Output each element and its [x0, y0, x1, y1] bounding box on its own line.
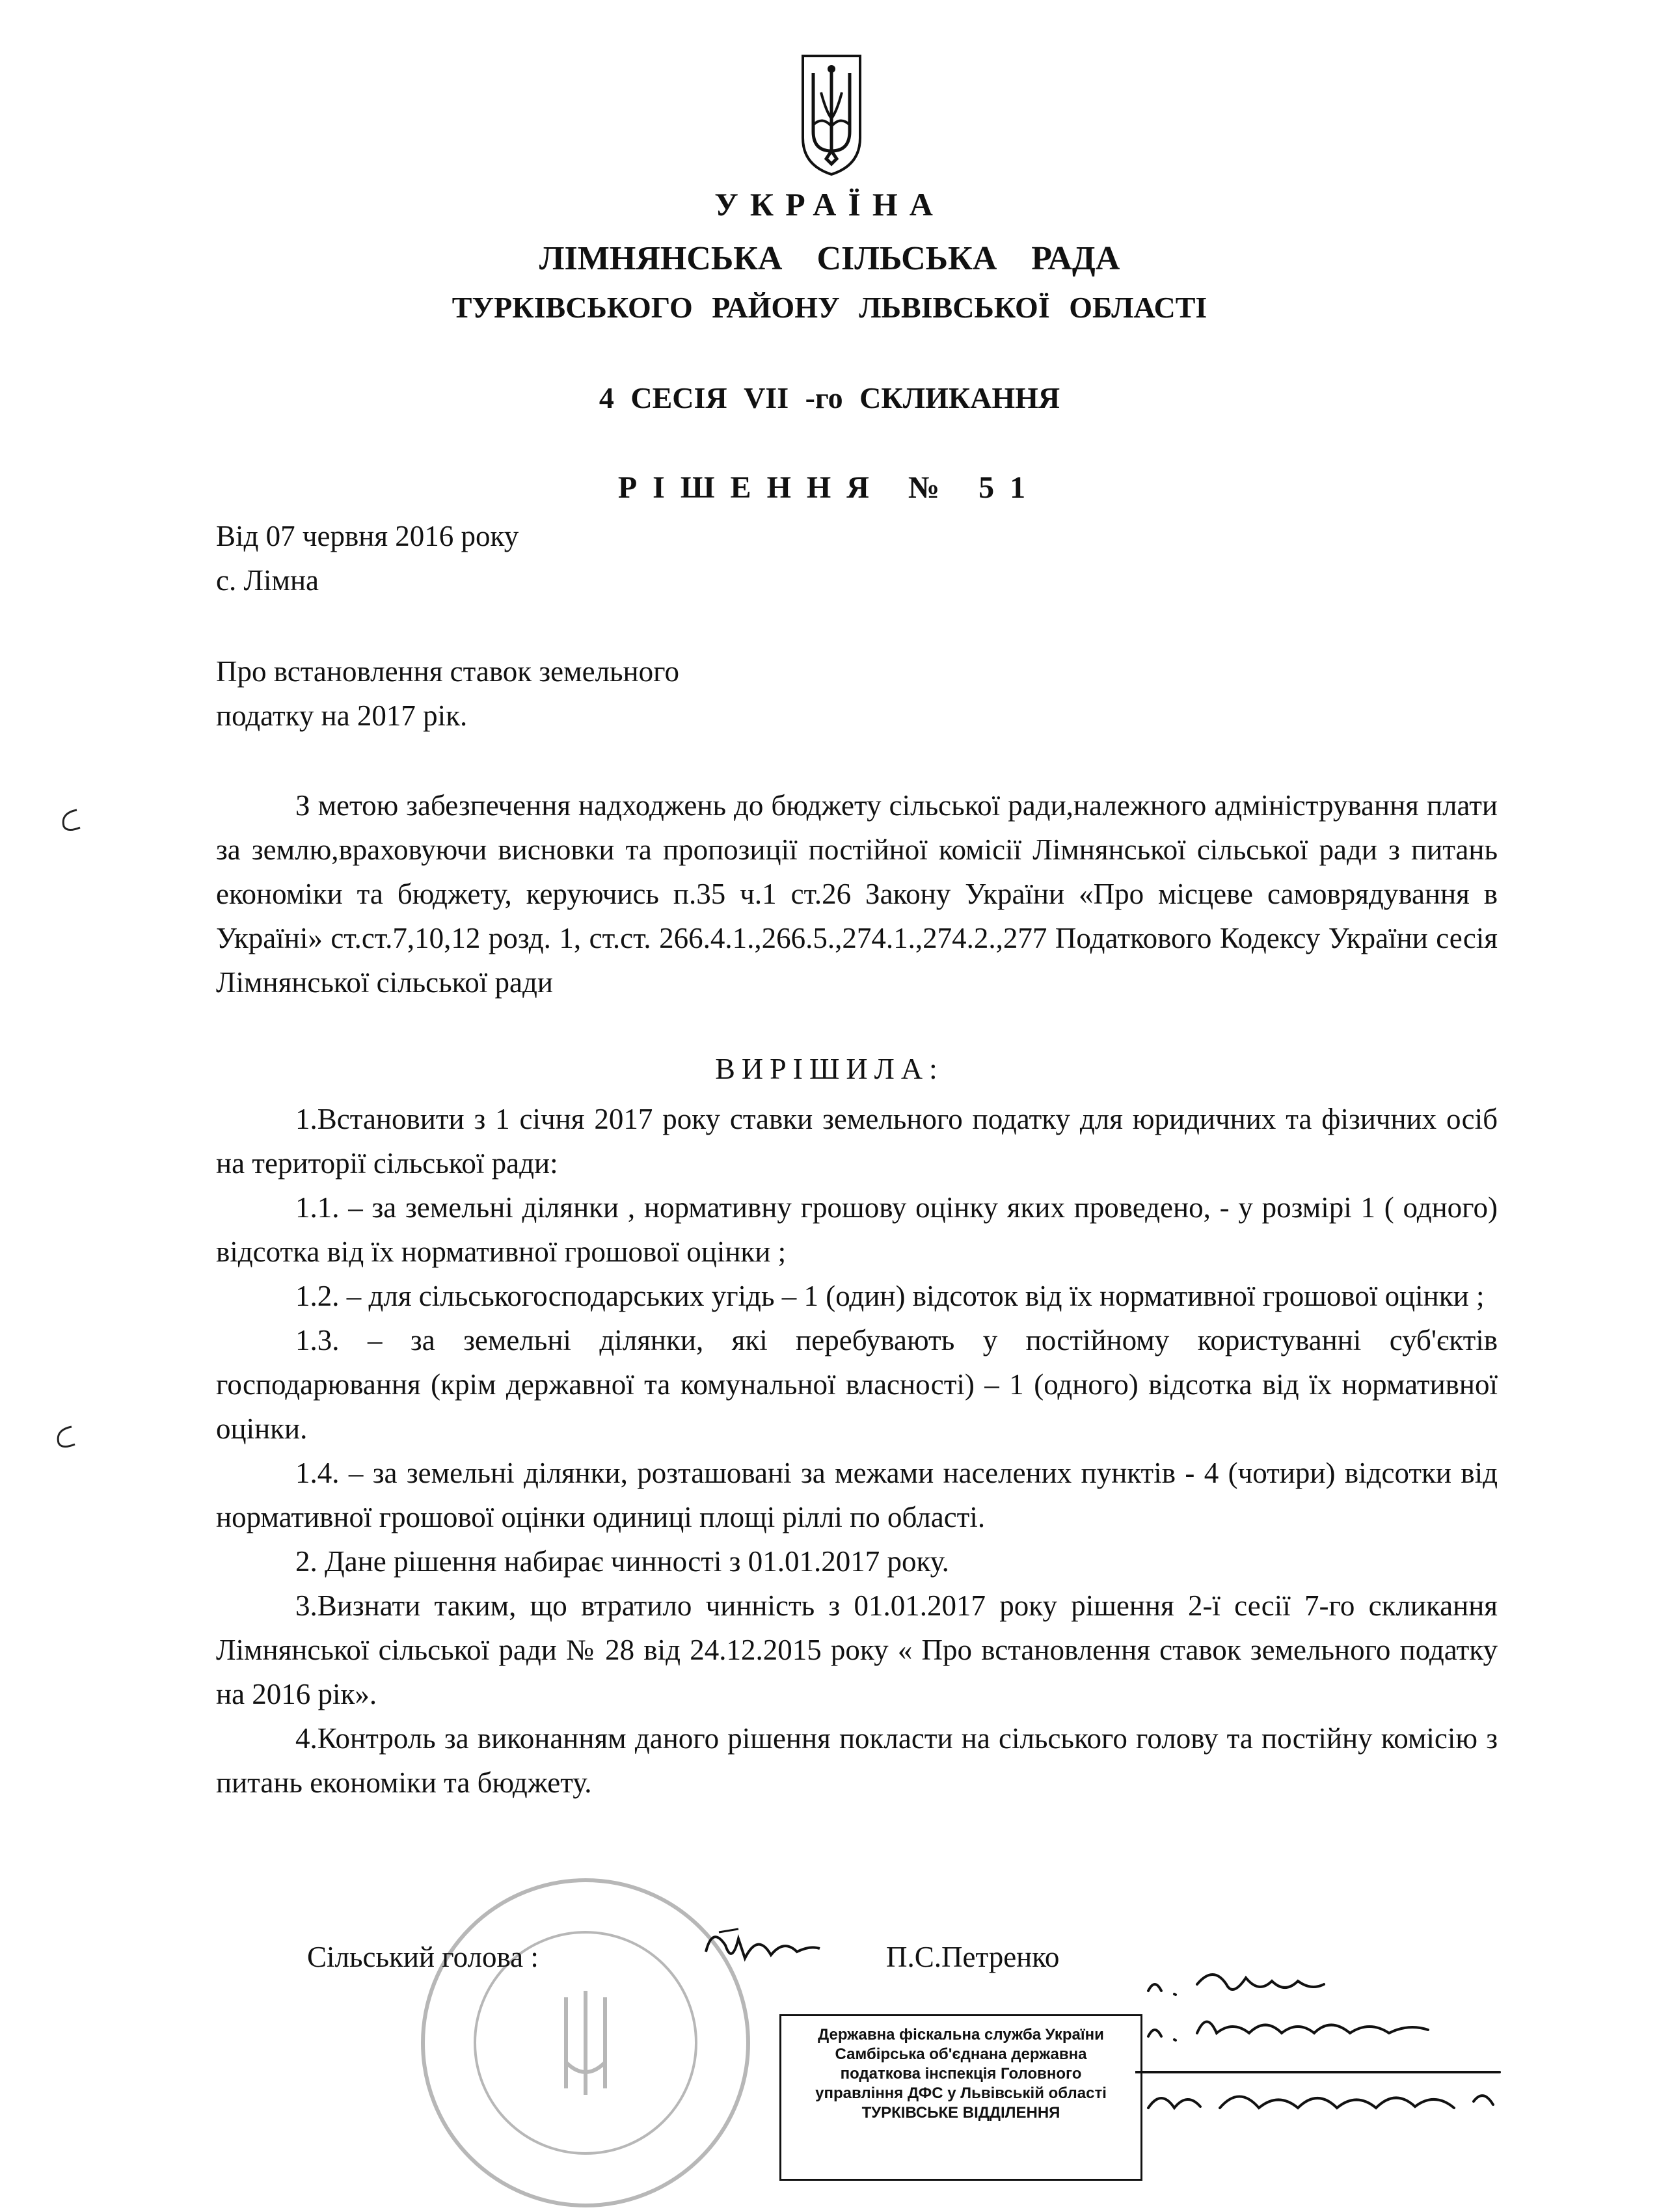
- signature-label: Сільський голова :: [307, 1941, 539, 1973]
- item-2: 2. Дане рішення набирає чинності з 01.01.2017 року.: [295, 1545, 949, 1578]
- country-heading: УКРАЇНА: [714, 186, 945, 223]
- item-4: 4.Контроль за виконанням даного рішення покласти на сільського голову та постійну комісію з питань економіки та бюджету.: [216, 1722, 1498, 1799]
- preamble-block: [216, 783, 1498, 1005]
- head-name: П.С.Петренко: [886, 1941, 1060, 1973]
- margin-punch-mark-icon: [57, 807, 83, 833]
- council-heading: ЛІМНЯНСЬКА СІЛЬСЬКА РАДА: [539, 240, 1120, 277]
- session-heading: 4 СЕСІЯ VII -го СКЛИКАННЯ: [599, 381, 1060, 414]
- subject-line-1: Про встановлення ставок земельного: [216, 655, 679, 688]
- district-heading: ТУРКІВСЬКОГО РАЙОНУ ЛЬВІВСЬКОЇ ОБЛАСТІ: [452, 291, 1207, 324]
- item-1-4: 1.4. – за земельні ділянки, розташовані за межами населених пунктів - 4 (чотири) відсотки від нормативної грошової оцінки одиниці площі ріллі по області.: [216, 1457, 1498, 1533]
- decision-place: с. Лімна: [216, 564, 319, 597]
- resolved-heading: ВИРІШИЛА:: [715, 1052, 944, 1085]
- subject-line-2: податку на 2017 рік.: [216, 699, 468, 732]
- item-1-3: 1.3. – за земельні ділянки, які перебувають у постійному користуванні суб'єктів господарювання (крім державної та комунальної власності) – 1 (одного) відсотка від їх нормативної оцінки.: [216, 1324, 1498, 1445]
- decision-title: РІШЕННЯ № 51: [617, 470, 1042, 505]
- handwritten-signature-icon: [699, 1919, 823, 1978]
- item-1-2: 1.2. – для сільськогосподарських угідь – 1 (один) відсоток від їх нормативної грошової оцінки ;: [295, 1280, 1485, 1312]
- item-1-1: 1.1. – за земельні ділянки , нормативну грошову оцінку яких проведено, - у розмірі 1 ( одного) відсотка від їх нормативної грошової оцінки ;: [216, 1191, 1498, 1268]
- stamp-line-5: ТУРКІВСЬКЕ ВІДДІЛЕННЯ: [861, 2104, 1060, 2122]
- decision-date: Від 07 червня 2016 року: [216, 520, 519, 552]
- item-3: 3.Визнати таким, що втратило чинність з 01.01.2017 року рішення 2-ї сесії 7-го скликання Лімнянської сільської ради № 28 від 24.12.2015 року « Про встановлення ставок земельного податку на 2016 рік».: [216, 1589, 1498, 1710]
- preamble-text: З метою забезпечення надходжень до бюджету сільської ради,належного адміністрування плати за землю,враховуючи висновки та пропозиції постійної комісії Лімнянської сільської ради з питань економіки та бюджету, керуючись п.35 ч.1 ст.26 Закону України «Про місцеве самоврядування в Україні» ст.ст.7,10,12 розд. 1, ст.ст. 266.4.1.,266.5.,274.1.,274.2.,277 Податкового Кодексу України сесія Лімнянської сільської ради: [216, 789, 1498, 999]
- stamp-line-1: Державна фіскальна служба України: [818, 2026, 1104, 2043]
- decision-subject: [216, 649, 802, 738]
- stamp-line-4: управління ДФС у Львівській області: [815, 2084, 1107, 2102]
- tax-office-stamp: [779, 2014, 1142, 2181]
- stamp-line-2: Самбірська об'єднана державна: [835, 2045, 1087, 2063]
- item-1: 1.Встановити з 1 січня 2017 року ставки земельного податку для юридичних та фізичних осіб на території сільської ради:: [216, 1103, 1498, 1180]
- margin-punch-mark-icon: [52, 1423, 78, 1450]
- decision-items: [216, 1097, 1498, 1805]
- trident-emblem-icon: [799, 53, 864, 177]
- stamp-line-3: податкова інспекція Головного: [840, 2065, 1082, 2083]
- handwritten-note-icon: [1135, 1958, 1506, 2147]
